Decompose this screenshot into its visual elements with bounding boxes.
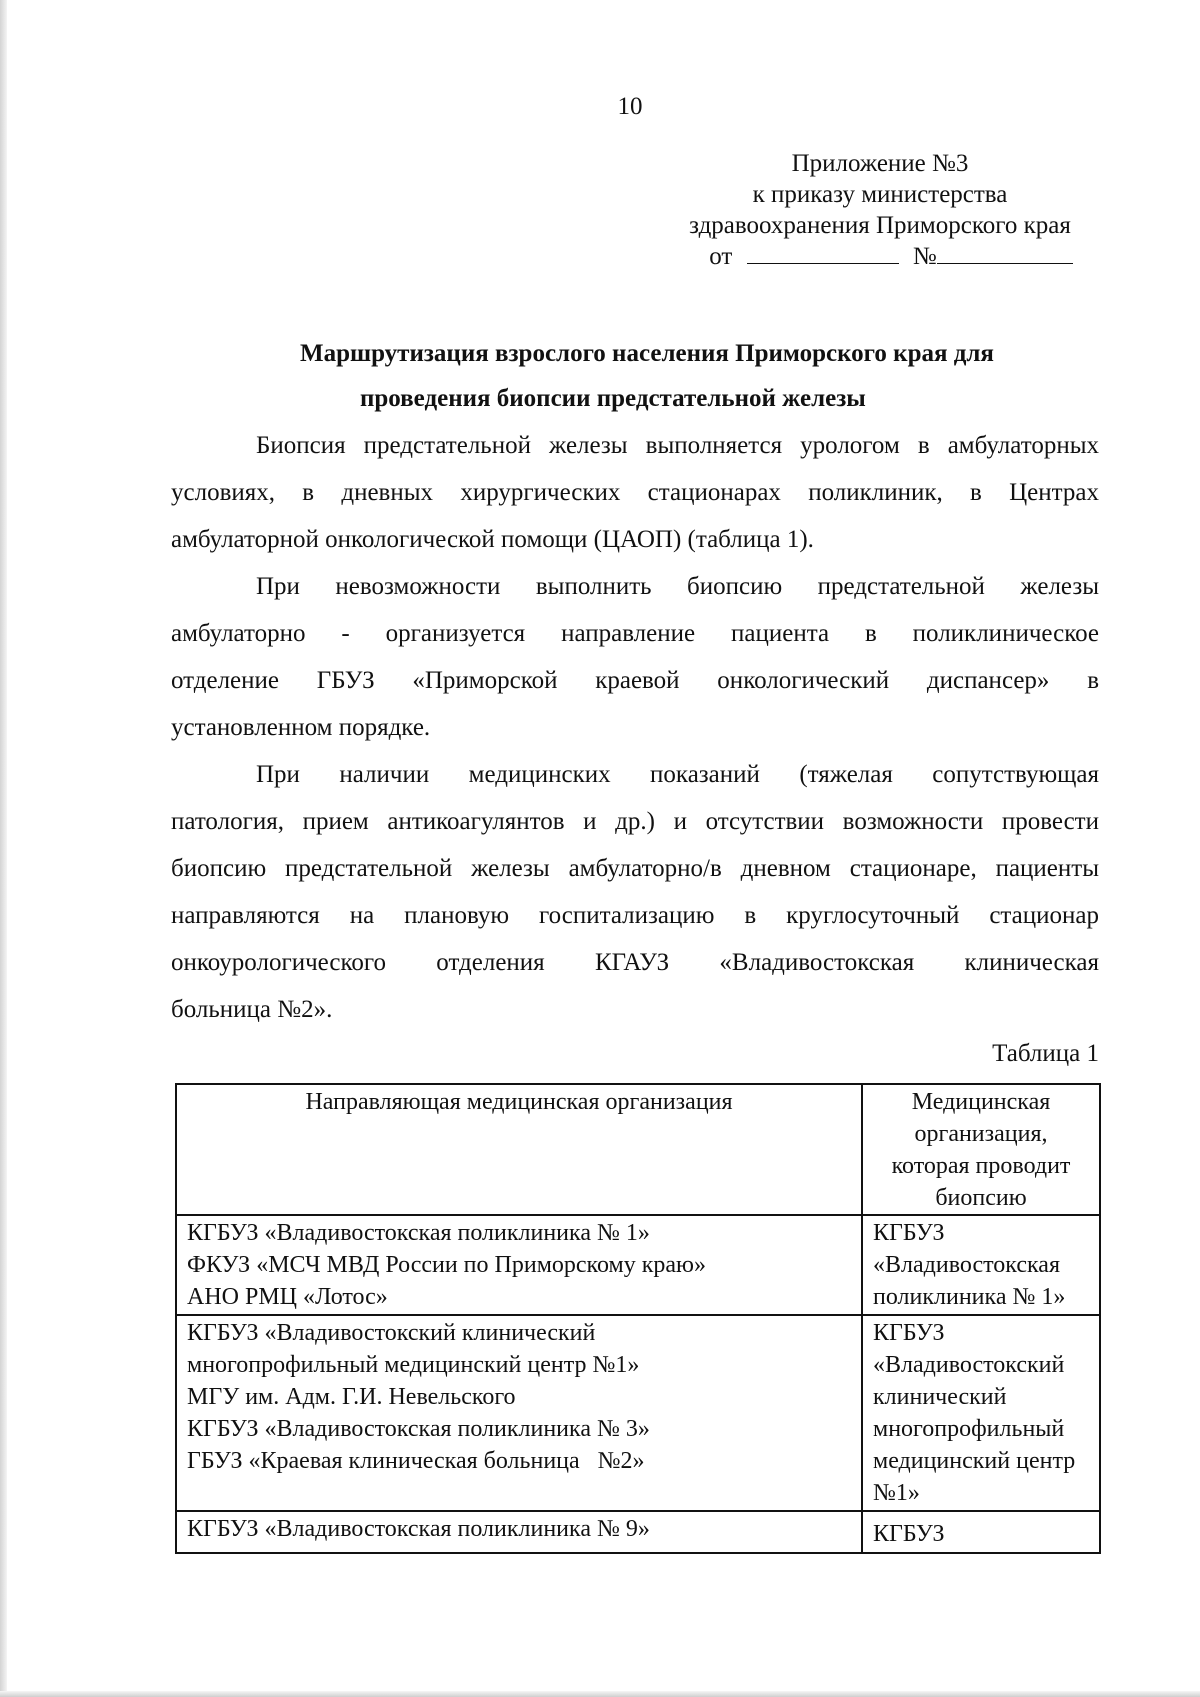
date-blank	[747, 241, 899, 264]
page-number: 10	[617, 93, 643, 120]
referring-organization: ФКУЗ «МСЧ МВД России по Приморскому краю»	[187, 1252, 706, 1278]
paragraph-3-line: При наличии медицинских показаний (тяжелая сопутствующая	[256, 761, 1099, 788]
appendix-ministry: здравоохранения Приморского края	[689, 212, 1071, 239]
referring-organization: КГБУЗ «Владивостокский клинический	[187, 1320, 596, 1346]
appendix-date-number-line	[600, 241, 1160, 272]
paragraph-1-line: амбулаторной онкологической помощи (ЦАОП) (таблица 1).	[171, 526, 814, 553]
paragraph-2-line: установленном порядке.	[171, 714, 431, 741]
header-performing-organization: Медицинская организация, которая проводит биопсию	[862, 1084, 1100, 1215]
scan-bottom-edge	[0, 1691, 1200, 1697]
performing-cell	[862, 1511, 1100, 1553]
paragraph-2-line: При невозможности выполнить биопсию предстательной железы	[256, 573, 1099, 600]
paragraph-1-line: Биопсия предстательной железы выполняется урологом в амбулаторных	[256, 432, 1099, 459]
paragraph-2-line: отделение ГБУЗ «Приморской краевой онкологический диспансер» в	[171, 667, 1099, 694]
table-row	[176, 1215, 1100, 1315]
scan-left-edge	[0, 0, 7, 1697]
referring-organization: ГБУЗ «Краевая клиническая больница №2»	[187, 1448, 645, 1474]
table-header-row	[176, 1084, 1100, 1215]
paragraph-2-line: амбулаторно - организуется направление пациента в поликлиническое	[171, 620, 1099, 647]
performing-cell	[862, 1215, 1100, 1315]
paragraph-3-line: патология, прием антикоагулянтов и др.) и отсутствии возможности провести	[171, 808, 1099, 835]
table-caption: Таблица 1	[992, 1040, 1099, 1067]
from-label: от	[709, 243, 733, 270]
referring-organization: АНО РМЦ «Лотос»	[187, 1284, 388, 1310]
referring-organization: КГБУЗ «Владивостокская поликлиника № 9»	[187, 1516, 650, 1542]
paragraph-1-line: условиях, в дневных хирургических стационарах поликлиник, в Центрах	[171, 479, 1099, 506]
table-row	[176, 1511, 1100, 1553]
referring-cell	[176, 1215, 862, 1315]
routing-table	[175, 1083, 1101, 1554]
document-title-line2: проведения биопсии предстательной железы	[360, 385, 866, 412]
appendix-order-ref: к приказу министерства	[752, 181, 1008, 208]
referring-cell	[176, 1511, 862, 1553]
performing-organization: КГБУЗ	[873, 1521, 945, 1547]
appendix-header	[600, 148, 1160, 272]
referring-organization: МГУ им. Адм. Г.И. Невельского	[187, 1384, 516, 1410]
number-blank	[937, 241, 1073, 264]
paragraph-3-line: больница №2».	[171, 996, 333, 1023]
paragraph-3-line: онкоурологического отделения КГАУЗ «Владивостокская клиническая	[171, 949, 1099, 976]
document-title-line1: Маршрутизация взрослого населения Приморского края для	[300, 340, 994, 367]
appendix-title: Приложение №3	[791, 150, 969, 177]
referring-organization: многопрофильный медицинский центр №1»	[187, 1352, 640, 1378]
paragraph-3-line: биопсию предстательной железы амбулаторно/в дневном стационаре, пациенты	[171, 855, 1099, 882]
paragraph-3-line: направляются на плановую госпитализацию в круглосуточный стационар	[171, 902, 1099, 929]
number-label: №	[912, 243, 937, 270]
performing-organization: КГБУЗ «Владивостокский клинический многопрофильный медицинский центр №1»	[873, 1320, 1076, 1506]
referring-organization: КГБУЗ «Владивостокская поликлиника № 3»	[187, 1416, 650, 1442]
table-row	[176, 1315, 1100, 1511]
performing-cell	[862, 1315, 1100, 1511]
referring-organization: КГБУЗ «Владивостокская поликлиника № 1»	[187, 1220, 650, 1246]
header-referring-organization: Направляющая медицинская организация	[176, 1084, 862, 1215]
referring-cell	[176, 1315, 862, 1511]
performing-organization: КГБУЗ «Владивостокская поликлиника № 1»	[873, 1220, 1066, 1310]
